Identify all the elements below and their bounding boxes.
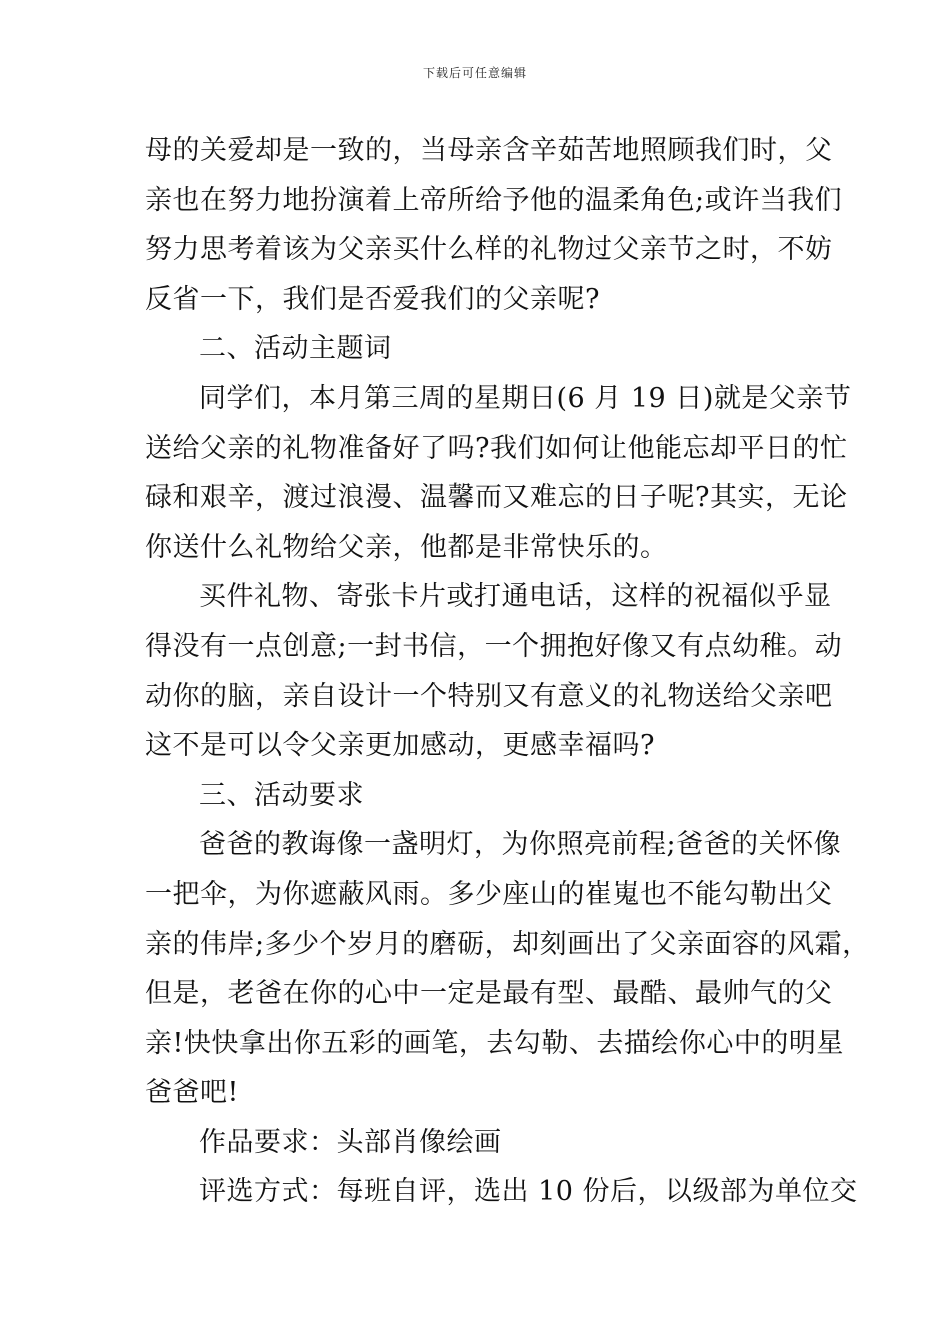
paragraph-line: 但是，老爸在你的心中一定是最有型、最酷、最帅气的父 [145,978,833,1010]
paragraph-line: 亲也在努力地扮演着上帝所给予他的温柔角色;或许当我们 [145,184,843,216]
paragraph-line: 碌和艰辛，渡过浪漫、温馨而又难忘的日子呢?其实，无论 [145,482,848,514]
section-heading: 二、活动主题词 [199,333,392,365]
paragraph-line: 送给父亲的礼物准备好了吗?我们如何让他能忘却平日的忙 [145,432,848,464]
paragraph-line: 同学们，本月第三周的星期日(6 月 19 日)就是父亲节 [199,382,852,414]
page-header: 下载后可任意编辑 [422,66,527,80]
paragraph-line: 你送什么礼物给父亲，他都是非常快乐的。 [145,531,668,563]
paragraph-line: 动你的脑，亲自设计一个特别又有意义的礼物送给父亲吧 [145,680,833,712]
paragraph-line: 亲!快快拿出你五彩的画笔，去勾勒、去描绘你心中的明星 [145,1027,844,1059]
section-heading: 三、活动要求 [199,779,364,811]
paragraph-line: 爸爸吧! [145,1077,239,1109]
requirement-line: 作品要求：头部肖像绘画 [199,1126,502,1158]
paragraph-line: 这不是可以令父亲更加感动，更感幸福吗? [145,730,655,762]
requirement-line: 评选方式：每班自评，选出 10 份后，以级部为单位交 [199,1176,858,1208]
document-body [145,126,870,1217]
paragraph-line: 努力思考着该为父亲买什么样的礼物过父亲节之时，不妨 [145,234,833,266]
paragraph-line: 爸爸的教诲像一盏明灯，为你照亮前程;爸爸的关怀像 [199,829,842,861]
paragraph-line: 一把伞，为你遮蔽风雨。多少座山的崔嵬也不能勾勒出父 [145,878,833,910]
paragraph-line: 得没有一点创意;一封书信，一个拥抱好像又有点幼稚。动 [145,630,843,662]
paragraph-line: 母的关爱却是一致的，当母亲含辛茹苦地照顾我们时，父 [145,135,833,166]
paragraph-line: 买件礼物、寄张卡片或打通电话，这样的祝福似乎显 [199,581,832,613]
paragraph-line: 亲的伟岸;多少个岁月的磨砺，却刻画出了父亲面容的风霜， [145,928,870,960]
paragraph-line: 反省一下，我们是否爱我们的父亲呢? [145,283,600,315]
